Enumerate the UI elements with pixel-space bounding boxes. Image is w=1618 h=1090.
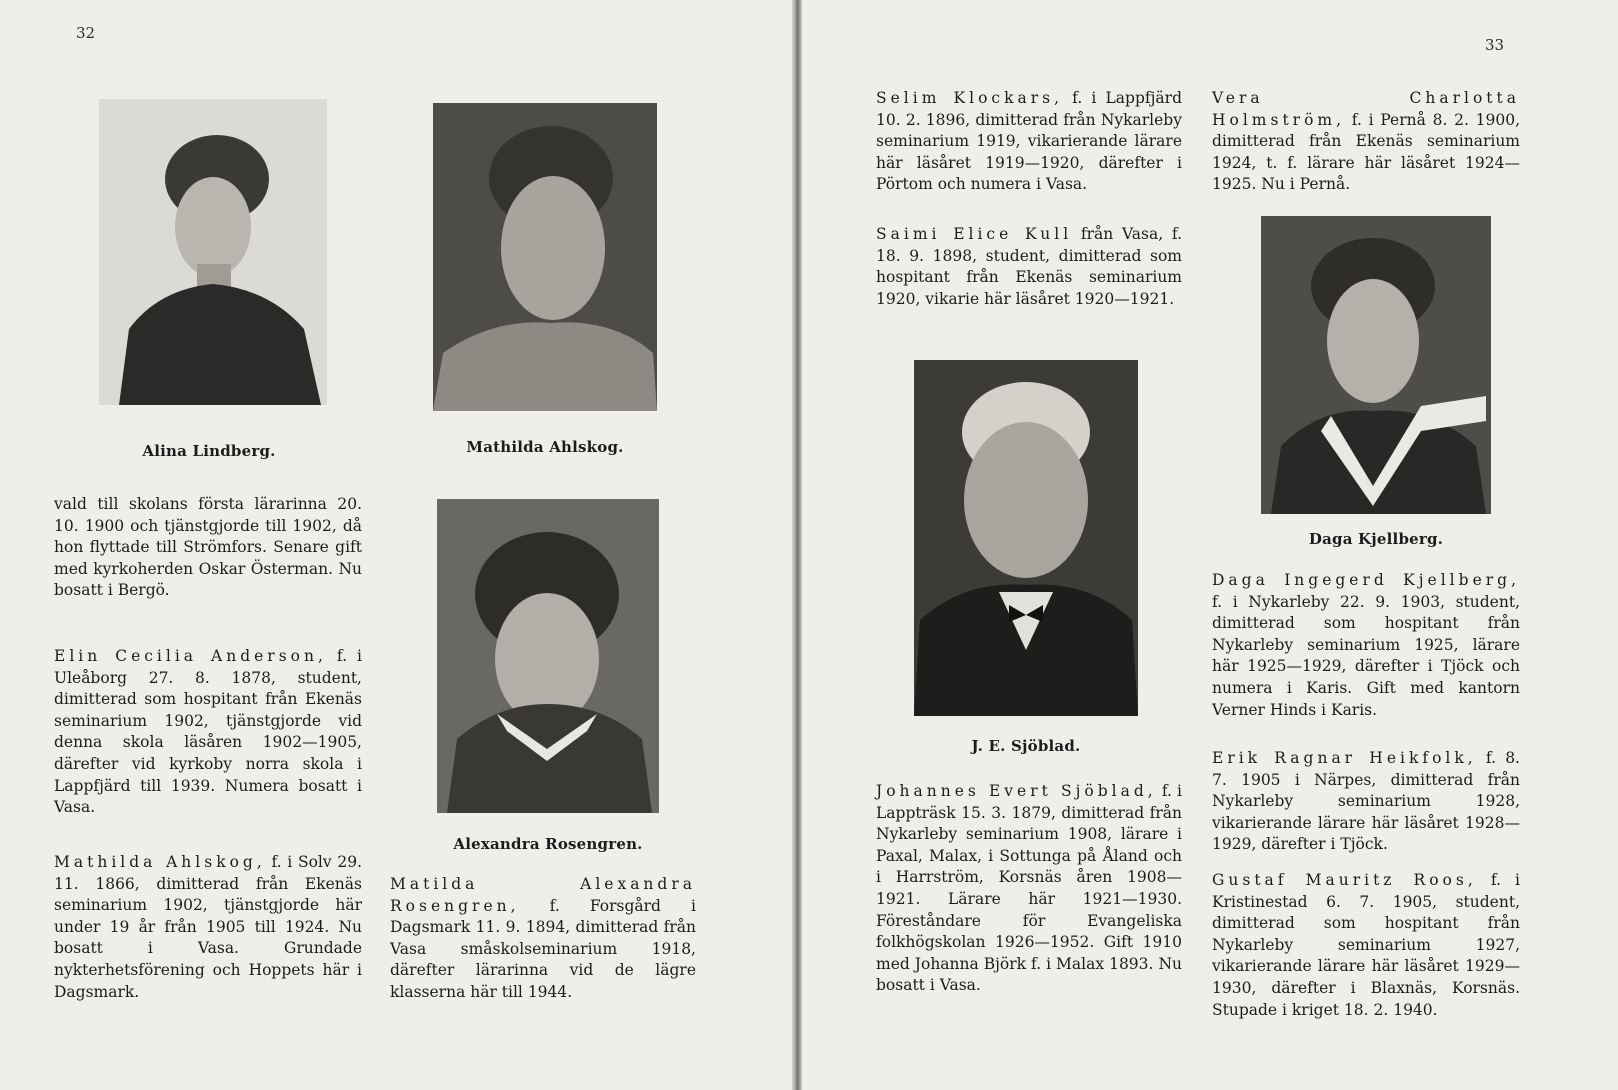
paragraph-erik-heikfolk: Erik Ragnar Heikfolk, f. 8. 7. 1905 i Närpes, dimitterad från Nykarleby seminarium 1928, vikarierande lärare här läsåret 1928—1929, därefter i Tjöck.: [1212, 749, 1520, 854]
paragraph-mathilda-ahlskog: Mathilda Ahlskog, f. i Solv 29. 11. 1866, dimitterad från Ekenäs seminarium 1902, tjänstgjorde här under 19 år från 1905 till 1924. Nu bosatt i Vasa. Grundade nykterhetsförening och Hoppets här i Dagsmark.: [54, 853, 362, 1001]
caption-j-e-sjoblad: J. E. Sjöblad.: [971, 737, 1081, 755]
caption-alina-lindberg: Alina Lindberg.: [142, 442, 276, 460]
caption-alexandra-rosengren: Alexandra Rosengren.: [453, 835, 643, 853]
person-name: Gustaf Mauritz Roos,: [1212, 871, 1477, 889]
portrait-photo-alina-lindberg: [99, 99, 327, 405]
person-name: Vera Charlotta Holmström,: [1212, 89, 1520, 129]
caption-daga-kjellberg: Daga Kjellberg.: [1308, 530, 1444, 548]
paragraph-saimi-kull: Saimi Elice Kull från Vasa, f. 18. 9. 1898, student, dimitterad som hospitant från Ekenäs seminarium 1920, vikarie här läsåret 1920—1921.: [876, 225, 1182, 308]
paragraph-alexandra-rosengren: Matilda Alexandra Rosengren, f. Forsgård i Dagsmark 11. 9. 1894, dimitterad från Vasa småskolseminarium 1918, därefter lärarinna vid de lägre klasserna här till 1944.: [390, 875, 696, 1001]
book-gutter: [792, 0, 802, 1090]
paragraph-gustaf-roos: Gustaf Mauritz Roos, f. i Kristinestad 6. 7. 1905, student, dimitterad som hospitant från Nykarleby seminarium 1927, vikarierande lärare här läsåret 1929—1930, därefter i Blaxnäs, Korsnäs. Stupade i kriget 18. 2. 1940.: [1212, 871, 1520, 1019]
page-number-right: 33: [1485, 36, 1505, 54]
right-page: [802, 0, 1618, 1090]
portrait-photo-j-e-sjoblad: [914, 360, 1138, 716]
paragraph-daga-kjellberg: Daga Ingegerd Kjellberg, f. i Nykarleby 22. 9. 1903, student, dimitterad som hospitant från Nykarleby seminarium 1925, lärare här 1925—1929, därefter i Tjöck och numera i Karis. Gift med kantorn Verner Hinds i Karis.: [1212, 571, 1520, 719]
person-name: Mathilda Ahlskog,: [54, 853, 266, 871]
portrait-photo-mathilda-ahlskog: [433, 103, 657, 411]
paragraph-selim-klockars: Selim Klockars, f. i Lappfjärd 10. 2. 1896, dimitterad från Nykarleby seminarium 1919, vikarierande lärare här läsåret 1919—1920, därefter i Pörtom och numera i Vasa.: [876, 89, 1182, 194]
page-number-left: 32: [76, 24, 96, 42]
paragraph-johannes-sjoblad: Johannes Evert Sjöblad, f. i Lappträsk 15. 3. 1879, dimitterad från Nykarleby seminarium 1908, lärare i Paxal, Malax, i Sottunga på Åland och i Harrström, Korsnäs åren 1908—1921. Lärare här 1921—1930. Föreståndare för Evangeliska folkhögskolan 1926—1952. Gift 1910 med Johanna Björk f. i Malax 1893. Nu bosatt i Vasa.: [876, 782, 1182, 995]
paragraph-elin-anderson: Elin Cecilia Anderson, f. i Uleåborg 27. 8. 1878, student, dimitterad som hospitant från Ekenäs seminarium 1902, tjänstgjorde vid denna skola läsåren 1902—1905, därefter vid kyrkoby norra skola i Lappfjärd till 1939. Numera bosatt i Vasa.: [54, 647, 362, 817]
portrait-photo-alexandra-rosengren: [437, 499, 659, 813]
person-name: Daga Ingegerd Kjellberg,: [1212, 571, 1520, 589]
left-page: [0, 0, 792, 1090]
person-name: Elin Cecilia Anderson,: [54, 647, 327, 665]
caption-mathilda-ahlskog: Mathilda Ahlskog.: [466, 438, 624, 456]
person-name: Matilda Alexandra Rosengren,: [390, 875, 696, 915]
portrait-photo-daga-kjellberg: [1261, 216, 1491, 514]
paragraph-alina-lindberg-continued: vald till skolans första lärarinna 20. 10. 1900 och tjänstgjorde till 1902, då hon flyttade till Strömfors. Senare gift med kyrkoherden Oskar Österman. Nu bosatt i Bergö.: [54, 495, 362, 600]
person-name: Selim Klockars,: [876, 89, 1064, 107]
person-name: Erik Ragnar Heikfolk,: [1212, 749, 1477, 767]
person-name: Johannes Evert Sjöblad,: [876, 782, 1157, 800]
paragraph-vera-holmstrom: Vera Charlotta Holmström, f. i Pernå 8. 2. 1900, dimitterad från Ekenäs seminarium 1924, t. f. lärare här läsåret 1924—1925. Nu i Pernå.: [1212, 89, 1520, 194]
person-name: Saimi Elice Kull: [876, 225, 1073, 243]
